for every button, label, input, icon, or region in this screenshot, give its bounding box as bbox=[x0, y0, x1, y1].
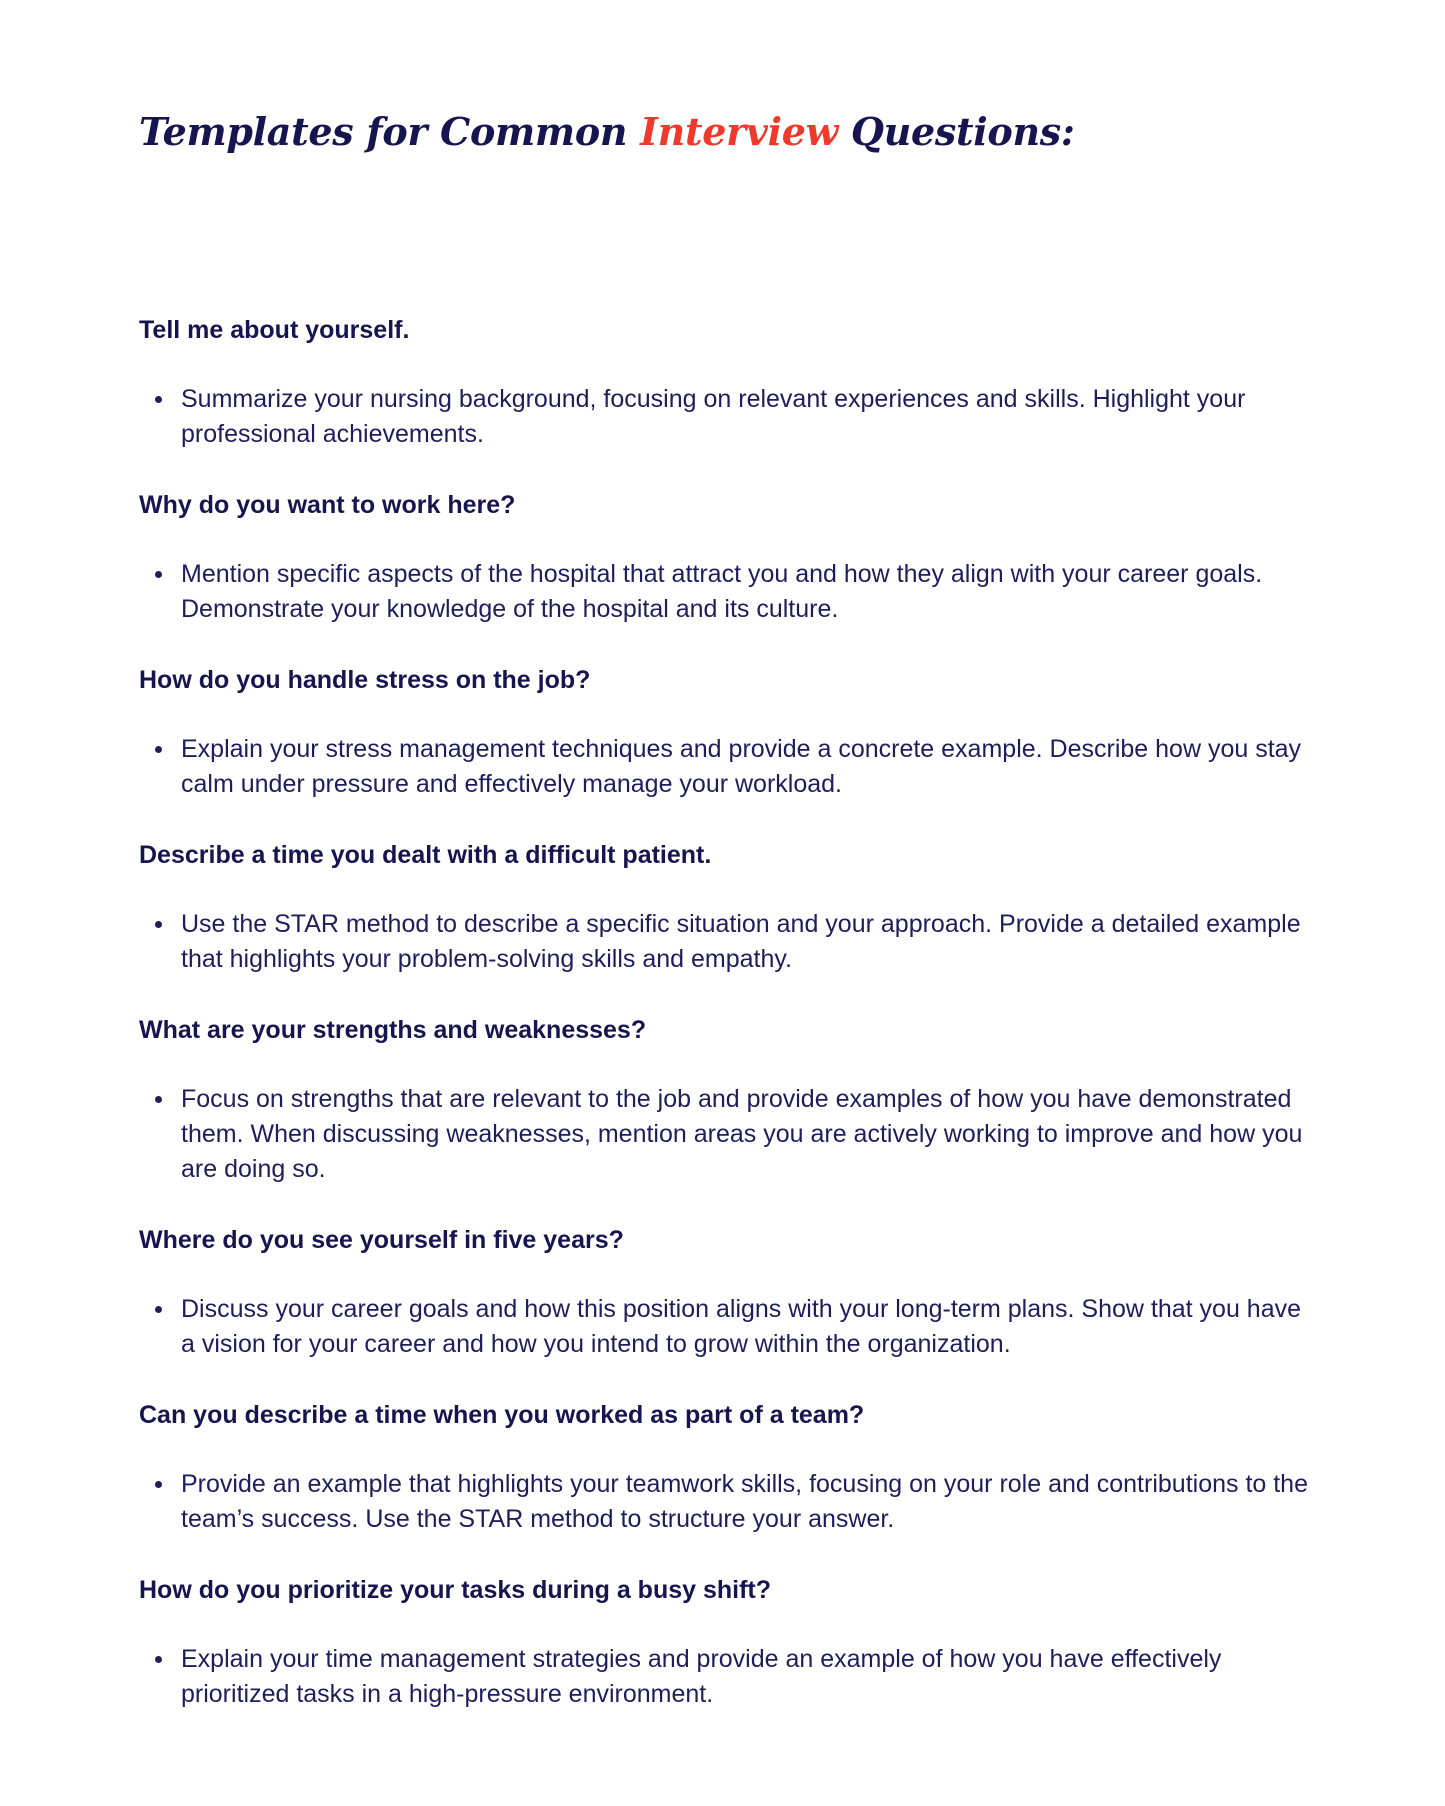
answer-text: Discuss your career goals and how this position aligns with your long-term plans. Show that you have a vision for your career and how you intend to grow within the organization. bbox=[181, 1295, 1302, 1358]
question-heading: Tell me about yourself. bbox=[139, 316, 410, 344]
bullet-icon bbox=[155, 1481, 162, 1488]
answer-text: Provide an example that highlights your teamwork skills, focusing on your role and contributions to the team’s success. Use the STAR method to structure your answer. bbox=[181, 1470, 1308, 1533]
answer-item bbox=[139, 1467, 1321, 1537]
bullet-icon bbox=[155, 1306, 162, 1313]
bullet-icon bbox=[155, 1096, 162, 1103]
question-block bbox=[139, 1572, 1319, 1747]
question-block bbox=[139, 312, 1319, 487]
title-part-1: Templates for Common bbox=[139, 109, 641, 154]
answer-text: Explain your time management strategies and provide an example of how you have effectively prioritized tasks in a high-pressure environment. bbox=[181, 1645, 1222, 1708]
answer-text: Mention specific aspects of the hospital that attract you and how they align with your career goals. Demonstrate your knowledge of the hospital and its culture. bbox=[181, 560, 1263, 623]
answer-item bbox=[139, 382, 1321, 452]
answer-text: Use the STAR method to describe a specific situation and your approach. Provide a detailed example that highlights your problem-solving skills and empathy. bbox=[181, 910, 1301, 973]
bullet-icon bbox=[155, 396, 162, 403]
question-block bbox=[139, 1397, 1319, 1572]
question-block bbox=[139, 487, 1319, 662]
question-heading: How do you handle stress on the job? bbox=[139, 666, 591, 694]
answer-list bbox=[139, 382, 1319, 452]
question-block bbox=[139, 1222, 1319, 1397]
answer-text: Explain your stress management techniques and provide a concrete example. Describe how you stay calm under pressure and effectively manage your workload. bbox=[181, 735, 1302, 798]
answer-text: Summarize your nursing background, focusing on relevant experiences and skills. Highlight your professional achievements. bbox=[181, 385, 1246, 448]
answer-item bbox=[139, 1082, 1321, 1187]
question-heading: Why do you want to work here? bbox=[139, 491, 516, 519]
title-part-2: Questions: bbox=[838, 109, 1075, 154]
bullet-icon bbox=[155, 1656, 162, 1663]
bullet-icon bbox=[155, 746, 162, 753]
question-block bbox=[139, 662, 1319, 837]
question-list bbox=[139, 312, 1319, 1747]
answer-list bbox=[139, 732, 1319, 802]
question-heading: Can you describe a time when you worked as part of a team? bbox=[139, 1401, 865, 1429]
page-title bbox=[139, 104, 1075, 160]
answer-item bbox=[139, 732, 1321, 802]
answer-item bbox=[139, 1292, 1321, 1362]
answer-list bbox=[139, 1082, 1319, 1187]
answer-item bbox=[139, 557, 1321, 627]
answer-item bbox=[139, 1642, 1321, 1712]
answer-text: Focus on strengths that are relevant to the job and provide examples of how you have demonstrated them. When discussing weaknesses, mention areas you are actively working to improve and how you are doing so. bbox=[181, 1085, 1303, 1183]
question-heading: What are your strengths and weaknesses? bbox=[139, 1016, 647, 1044]
question-block bbox=[139, 1012, 1319, 1222]
answer-list bbox=[139, 1642, 1319, 1712]
title-accent-word: Interview bbox=[640, 109, 838, 154]
answer-list bbox=[139, 907, 1319, 977]
answer-list bbox=[139, 1467, 1319, 1537]
answer-list bbox=[139, 557, 1319, 627]
question-heading: Describe a time you dealt with a difficult patient. bbox=[139, 841, 712, 869]
question-heading: Where do you see yourself in five years? bbox=[139, 1226, 624, 1254]
question-block bbox=[139, 837, 1319, 1012]
question-heading: How do you prioritize your tasks during a busy shift? bbox=[139, 1576, 772, 1604]
answer-item bbox=[139, 907, 1321, 977]
answer-list bbox=[139, 1292, 1319, 1362]
bullet-icon bbox=[155, 571, 162, 578]
bullet-icon bbox=[155, 921, 162, 928]
